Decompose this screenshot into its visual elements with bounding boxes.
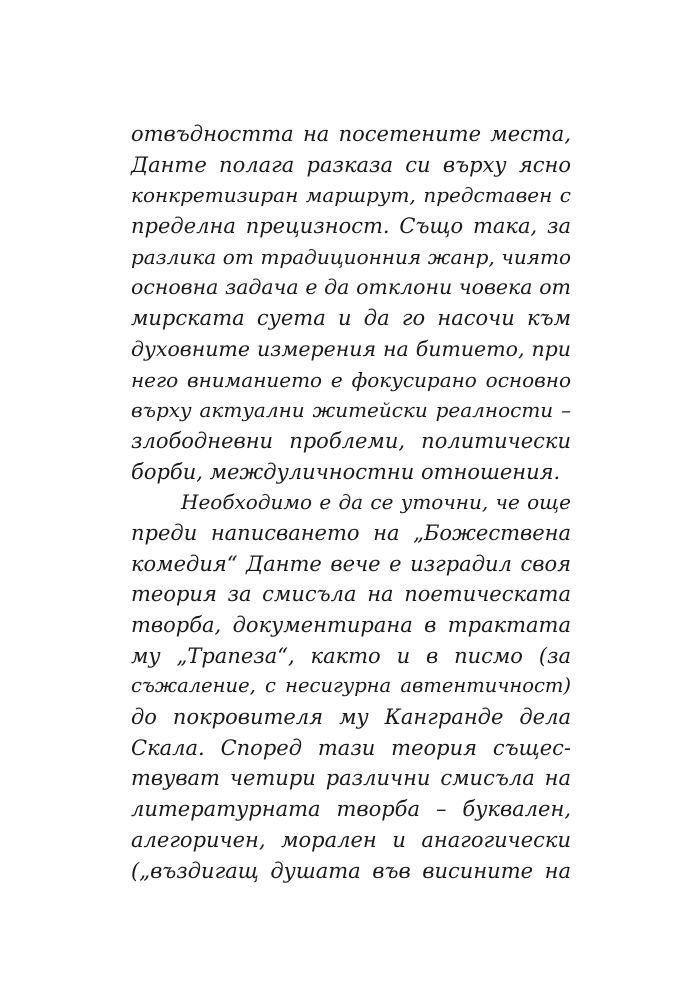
text-line: духовните измерения на битието, при	[131, 336, 571, 361]
text-line: алегоричен, морален и анагогически	[131, 827, 571, 852]
text-line: основна задача е да отклони човека от	[131, 275, 571, 300]
paragraph-1	[131, 119, 571, 487]
text-line: върху актуални житейски реалности –	[131, 398, 571, 423]
text-line: до покровителя му Кангранде дела	[131, 705, 571, 730]
text-line: съжаление, с несигурна автентичност)	[131, 674, 571, 698]
text-line: теория за смисъла на поетическата	[131, 582, 571, 607]
text-line: твуват четири различни смисъла на	[131, 766, 571, 791]
text-line: разлика от традиционния жанр, чиято	[131, 244, 571, 269]
text-line: Необходимо е да се уточни, че още	[181, 490, 571, 515]
text-line: отвъдността на посетените места,	[131, 122, 571, 146]
text-line: злободневни проблеми, политически	[131, 428, 571, 453]
paragraph-2	[131, 487, 571, 886]
text-line: борби, междуличностни отношения.	[131, 459, 561, 484]
text-line: преди написването на „Божествена	[131, 520, 571, 545]
text-line: него вниманието е фокусирано основно	[131, 367, 571, 392]
text-line: пределна прецизност. Също така, за	[131, 214, 571, 239]
text-line: литературната творба – буквален,	[131, 797, 571, 822]
text-line: комедия“ Данте вече е изградил своя	[131, 551, 571, 576]
text-line: Данте полага разказа си върху ясно	[131, 152, 571, 177]
text-line: Скала. Според тази теория същес-	[131, 735, 571, 760]
text-line: конкретизиран маршрут, представен с	[131, 183, 571, 208]
text-line: („въздигащ душата във висините на	[131, 858, 571, 883]
text-line: му „Трапеза“, както и в писмо (за	[131, 643, 571, 668]
text-line: творба, документирана в трактата	[131, 613, 571, 637]
body-text	[131, 119, 571, 886]
text-line: мирската суета и да го насочи към	[131, 306, 571, 331]
